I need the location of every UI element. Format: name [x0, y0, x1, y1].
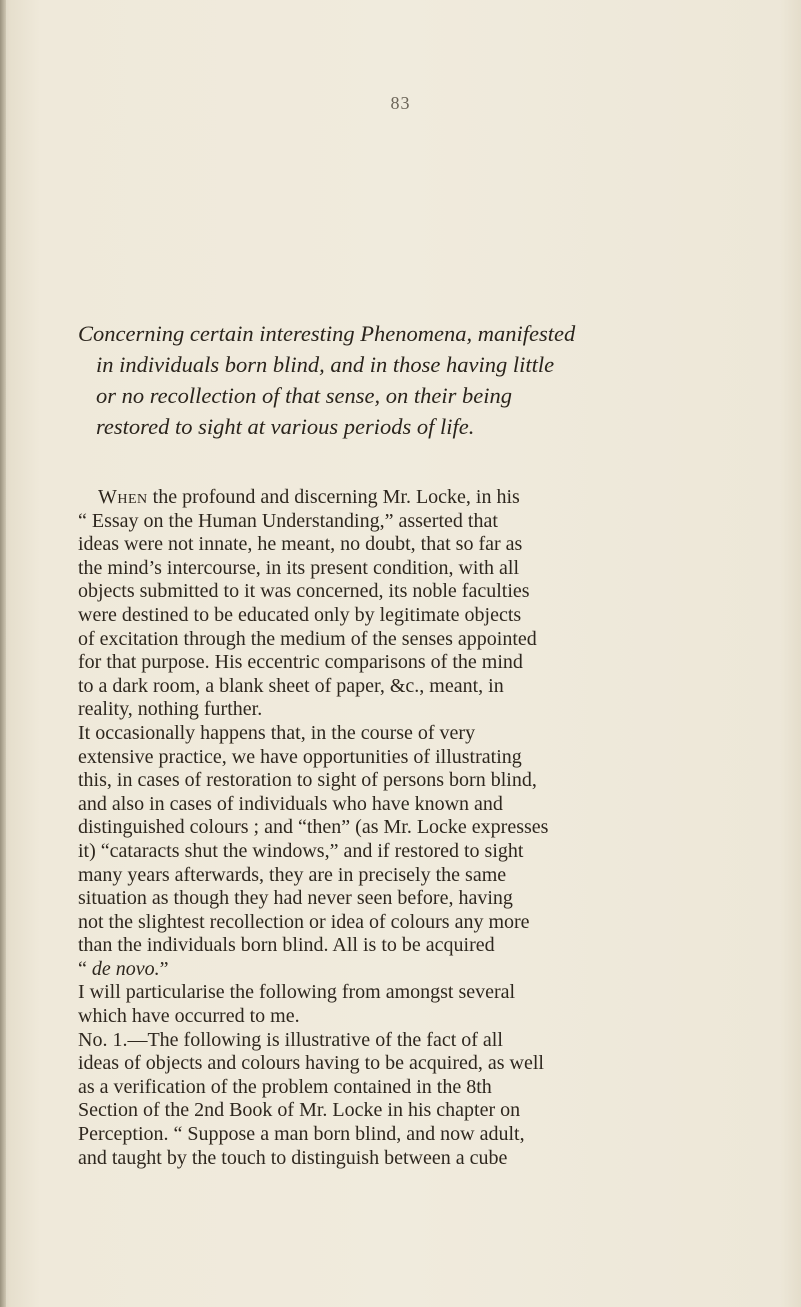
section-heading — [78, 318, 758, 442]
paragraph-2-line: It occasionally happens that, in the course of very — [78, 721, 476, 744]
paragraph-2-line: not the slightest recollection or idea of colours any more — [78, 910, 530, 933]
heading-line-2: in individuals born blind, and in those having little — [96, 352, 555, 377]
paragraph-3-line: I will particularise the following from amongst several — [78, 981, 516, 1004]
paragraph-4-line: No. 1.—The following is illustrative of the fact of all — [78, 1028, 503, 1051]
paragraph-4-line: ideas of objects and colours having to be acquired, as well — [78, 1052, 544, 1075]
paragraph-1-line: of excitation through the medium of the senses appointed — [78, 627, 537, 650]
heading-line-1: Concerning certain interesting Phenomena, manifested — [78, 321, 576, 346]
paragraph-1-line: for that purpose. His eccentric comparisons of the mind — [78, 651, 523, 674]
paragraph-4-line: as a verification of the problem contained in the 8th — [78, 1075, 492, 1098]
paragraph-2-line: this, in cases of restoration to sight of persons born blind, — [78, 769, 537, 792]
paragraph-1-line: reality, nothing further. — [78, 698, 263, 721]
paragraph-2-line: and also in cases of individuals who have known and — [78, 792, 503, 815]
paragraph-1-line: the mind’s intercourse, in its present condition, with all — [78, 556, 520, 579]
paragraph-2-line: distinguished colours ; and “then” (as Mr. Locke expresses — [78, 816, 549, 839]
paragraph-2-line: than the individuals born blind. All is to be acquired — [78, 934, 495, 957]
paragraph-4-line: and taught by the touch to distinguish between a cube — [78, 1146, 508, 1169]
body-text — [78, 486, 758, 1170]
binding-edge — [0, 0, 6, 1307]
paragraph-1-line: were destined to be educated only by legitimate objects — [78, 603, 522, 626]
latin-phrase: de novo. — [91, 957, 160, 980]
heading-line-3: or no recollection of that sense, on their being — [96, 383, 512, 408]
paragraph-1-line-1: When the profound and discerning Mr. Locke, in his — [98, 486, 520, 508]
paragraph-2-line: many years afterwards, they are in precisely the same — [78, 863, 507, 886]
paragraph-1-line: “ Essay on the Human Understanding,” asserted that — [78, 509, 498, 532]
paragraph-4-line: Perception. “ Suppose a man born blind, and now adult, — [78, 1123, 525, 1146]
heading-line-4: restored to sight at various periods of life. — [96, 414, 475, 439]
page-number: 83 — [390, 93, 411, 113]
paragraph-3-line: which have occurred to me. — [78, 1005, 300, 1028]
paragraph-2-line: situation as though they had never seen before, having — [78, 887, 513, 910]
paragraph-4-line: Section of the 2nd Book of Mr. Locke in his chapter on — [78, 1099, 521, 1122]
opening-word: When — [98, 486, 148, 508]
paragraph-2-line: it) “cataracts shut the windows,” and if restored to sight — [78, 839, 524, 862]
paragraph-1-line: ideas were not innate, he meant, no doubt, that so far as — [78, 533, 523, 556]
paragraph-2-line: extensive practice, we have opportunities of illustrating — [78, 745, 522, 768]
paragraph-1-line: objects submitted to it was concerned, its noble faculties — [78, 580, 530, 603]
paragraph-2-last-line: “ de novo.” — [78, 957, 169, 980]
paragraph-1-line: to a dark room, a blank sheet of paper, &c., meant, in — [78, 674, 504, 697]
